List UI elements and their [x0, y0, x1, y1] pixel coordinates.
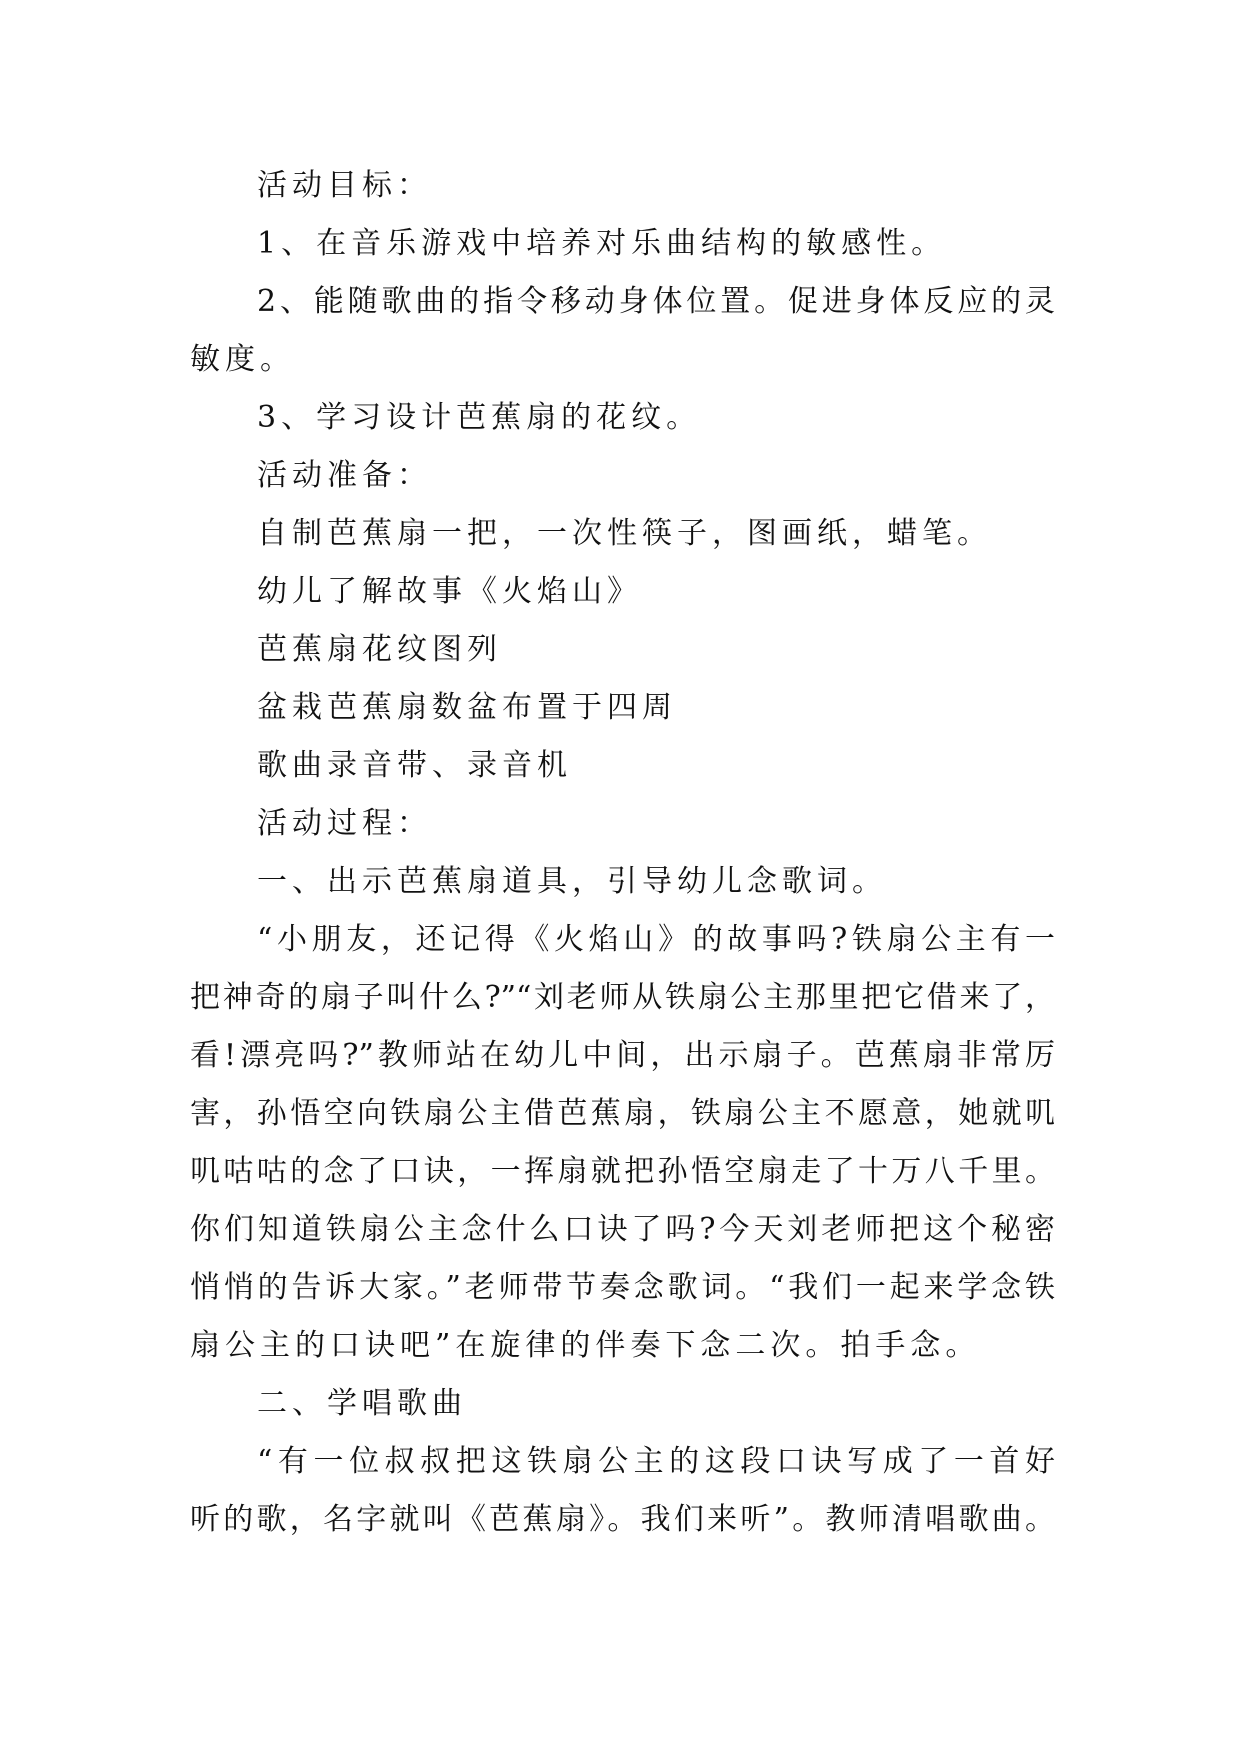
text-line: 看!漂亮吗?”教师站在幼儿中间，出示扇子。芭蕉扇非常厉: [190, 1038, 1055, 1073]
text-line: 3、学习设计芭蕉扇的花纹。: [257, 400, 702, 435]
text-line: 你们知道铁扇公主念什么口诀了吗?今天刘老师把这个秘密: [190, 1212, 1055, 1247]
text-line: 听的歌，名字就叫《芭蕉扇》。我们来听”。教师清唱歌曲。: [190, 1502, 1055, 1537]
text-line: 叽咕咕的念了口诀，一挥扇就把孙悟空扇走了十万八千里。: [190, 1154, 1055, 1189]
text-line: 扇公主的口诀吧”在旋律的伴奏下念二次。拍手念。: [190, 1328, 981, 1363]
text-line: 幼儿了解故事《火焰山》: [257, 574, 642, 609]
text-line: 自制芭蕉扇一把，一次性筷子，图画纸，蜡笔。: [257, 516, 992, 551]
text-line: 把神奇的扇子叫什么?”“刘老师从铁扇公主那里把它借来了，: [190, 980, 1055, 1015]
text-line: 2、能随歌曲的指令移动身体位置。促进身体反应的灵: [257, 284, 1055, 319]
text-line: 活动目标：: [257, 168, 432, 203]
text-line: 敏度。: [190, 342, 295, 377]
text-line: 芭蕉扇花纹图列: [257, 632, 502, 667]
text-line: 活动准备：: [257, 458, 432, 493]
text-line: 活动过程：: [257, 806, 432, 841]
text-line: 害，孙悟空向铁扇公主借芭蕉扇，铁扇公主不愿意，她就叽: [190, 1096, 1055, 1131]
text-line: 悄悄的告诉大家。”老师带节奏念歌词。“我们一起来学念铁: [190, 1270, 1055, 1305]
text-line: 二、学唱歌曲: [257, 1386, 467, 1421]
text-line: 1、在音乐游戏中培养对乐曲结构的敏感性。: [257, 226, 947, 261]
text-line: 歌曲录音带、录音机: [257, 748, 572, 783]
text-line: 一、出示芭蕉扇道具，引导幼儿念歌词。: [257, 864, 887, 899]
text-line: “有一位叔叔把这铁扇公主的这段口诀写成了一首好: [257, 1444, 1055, 1479]
text-line: “小朋友，还记得《火焰山》的故事吗?铁扇公主有一: [257, 922, 1055, 957]
text-line: 盆栽芭蕉扇数盆布置于四周: [257, 690, 677, 725]
